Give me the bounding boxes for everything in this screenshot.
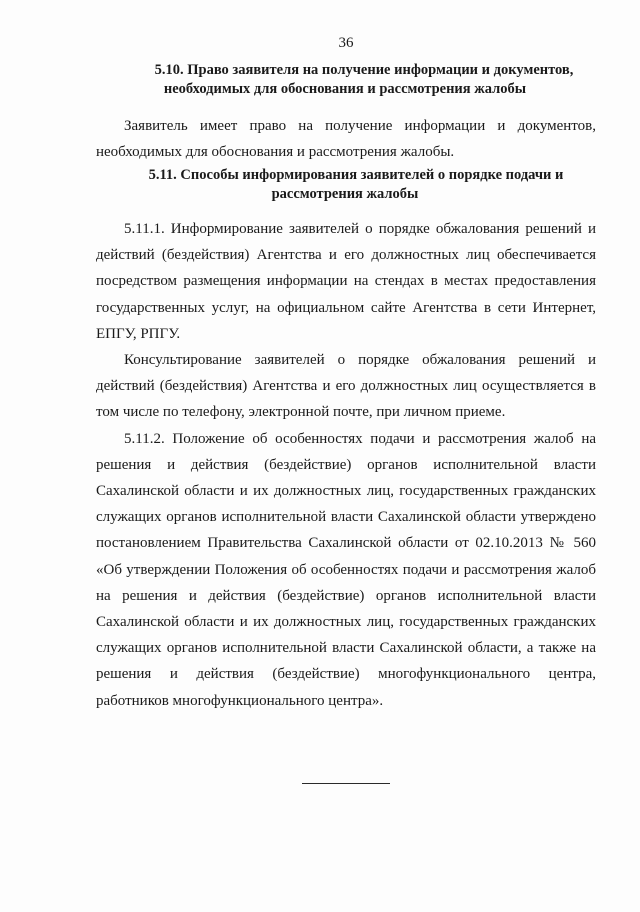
section-5-10-body [96,113,596,165]
end-separator-line [302,783,390,784]
section-5-10-paragraph: Заявитель имеет право на получение информации и документов, необходимых для обоснования и рассмотрения жалобы. [96,118,596,161]
section-5-11-body [96,216,596,714]
consultation-paragraph: Консультирование заявителей о порядке обжалования решений и действий (бездействия) Агентства и его должностных лиц осуществляется в том числе по телефону, электронной почте, при личном приеме. [96,352,596,421]
section-5-10-heading-line-1: 5.10. Право заявителя на получение информации и документов, [154,62,574,78]
section-5-11-heading-line-1: 5.11. Способы информирования заявителей о порядке подачи и [148,167,564,183]
section-5-11-2-paragraph: 5.11.2. Положение об особенностях подачи и рассмотрения жалоб на решения и действия (бездействие) органов исполнительной власти Сахалинской области и их должностных лиц, государственных гражданских служащих органов исполнительной власти Сахалинской области утверждено постановлением Правительства Сахалинской области от 02.10.2013 № 560 «Об утверждении Положения об особенностях подачи и рассмотрения жалоб на решения и действия (бездействие) органов исполнительной власти Сахалинской области и их должностных лиц, государственных гражданских служащих органов исполнительной власти Сахалинской области, а также на решения и действия (бездействие) многофункционального центра, работников многофункционального центра». [96,430,596,709]
section-5-11-1-paragraph: 5.11.1. Информирование заявителей о порядке обжалования решений и действий (бездействия) Агентства и его должностных лиц обеспечивается посредством размещения информации на стендах в местах предоставления государственных услуг, на официальном сайте Агентства в сети Интернет, ЕПГУ, РПГУ. [96,221,596,342]
page-number: 36 [338,35,354,51]
section-5-10-heading-line-2: необходимых для обоснования и рассмотрения жалобы [163,81,527,97]
section-5-11-heading-line-2: рассмотрения жалобы [271,186,419,202]
